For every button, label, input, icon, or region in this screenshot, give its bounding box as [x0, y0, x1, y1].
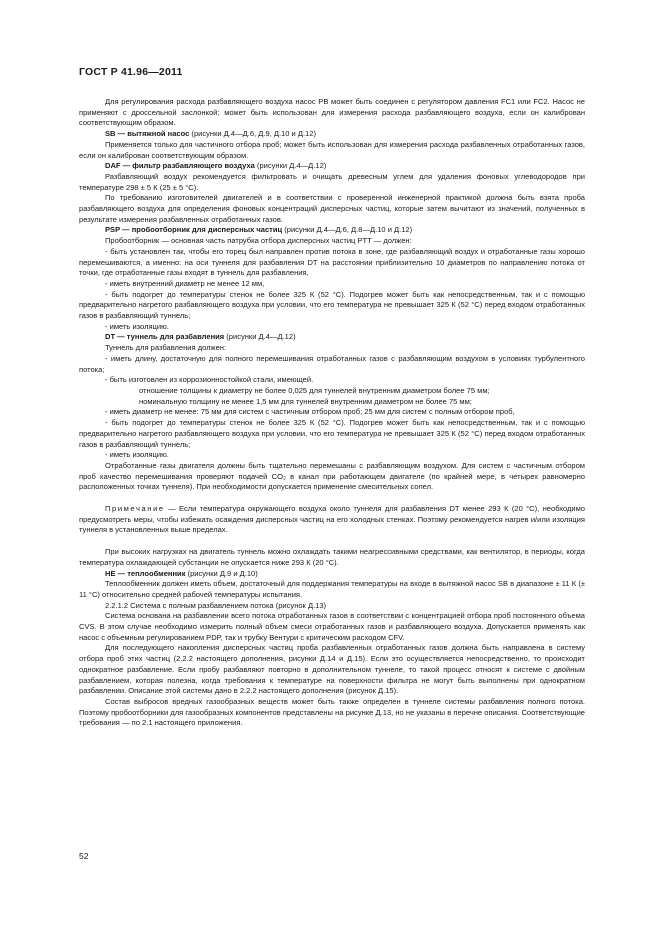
paragraph [79, 225, 585, 236]
paragraph [79, 343, 585, 354]
paragraph-text: (рисунки Д.4—Д.6, Д.8—Д.10 и Д.12) [282, 225, 413, 235]
paragraph [79, 386, 585, 397]
paragraph [79, 279, 585, 290]
paragraph-heading: DAF — фильтр разбавляющего воздуха [105, 161, 255, 171]
paragraph-text: При высоких нагрузках на двигатель туннель можно охлаждать такими неагрессивными средствами, как вентилятор, в периоды, когда температура охлаждающей субстанции не опускается ниже 293 К (20 °С). [79, 547, 585, 567]
paragraph-text: номинальную толщину не менее 1,5 мм для туннелей внутренним диаметром не более 75 мм; [139, 396, 472, 406]
paragraph-heading: PSP — пробоотборник для дисперсных частиц [105, 225, 283, 235]
paragraph-text: отношение толщины к диаметру не более 0,025 для туннелей внутренним диаметром более 75 мм; [139, 385, 490, 395]
paragraph [79, 236, 585, 247]
paragraph [79, 601, 585, 612]
paragraph-text: Для последующего накопления дисперсных частиц проба разбавленных отработанных газов должна быть направлена в систему отбора проб этих частиц (2.2.2 настоящего дополнения, рисунки Д.14 и Д.15). Если это осуществляется непосредственно, то происходит однократное разбавление. Если пробу разбавляют повторно в дополнительном туннеле, то такой процесс относят к системе с двойным разбавлением, которая полезна, когда требования к температуре на поверхности фильтра не могут быть выполнены при однократном разбавлении. Описание этой системы дано в 2.2.2 настоящего дополнения (рисунок Д.15). [79, 643, 585, 696]
paragraph-text: (рисунки Д.4—Д.12) [254, 161, 327, 171]
paragraph-text: - быть подогрет до температуры стенок не более 325 К (52 °С). Подогрев может быть как непосредственным, так и с помощью предварительно нагретого разбавляющего воздуха при условии, что его температура не превышает 325 К (52 °С) перед входом отработанных газов в разбавляющий туннель; [79, 289, 585, 321]
paragraph [79, 354, 585, 375]
paragraph-text: Теплообменник должен иметь объем, достаточный для поддержания температуры на входе в вытяжной насос SB в диапазоне ± 11 К (± 11 °С) относительно средней рабочей температуры испытания. [79, 579, 585, 599]
paragraph-text: Отработанные газы двигателя должны быть тщательно перемешаны с разбавляющим воздухом. Для систем с частичным отбором проб качество перемешивания проверяют подачей CO₂ в канал при работающем двигателе (по крайней мере, в четырех равномерно расположенных точках туннеля). При необходимости допускается применение смесительных сопел. [79, 460, 585, 492]
paragraph-text: - иметь изоляцию. [105, 321, 169, 331]
paragraph [79, 375, 585, 386]
paragraph-text: Туннель для разбавления должен: [105, 343, 227, 353]
paragraph [79, 579, 585, 600]
paragraph-text: - иметь длину, достаточную для полного перемешивания отработанных газов с разбавляющим воздухом в условиях турбулентного потока; [79, 353, 585, 374]
paragraph [79, 97, 585, 129]
paragraph [79, 450, 585, 461]
paragraph [79, 129, 585, 140]
paragraph-text: 2.2.1.2 Система с полным разбавлением потока (рисунок Д.13) [105, 600, 327, 610]
paragraph [79, 461, 585, 493]
paragraph [79, 407, 585, 418]
paragraph [79, 418, 585, 450]
note-label: Примечание [105, 504, 165, 514]
paragraph [79, 547, 585, 568]
paragraph [79, 193, 585, 225]
paragraph [79, 697, 585, 729]
paragraph-text: Для регулирования расхода разбавляющего воздуха насос PB может быть соединен с регулятором давления FC1 или FC2. Насос не применяют с дроссельной заслонкой; может быть использован для измерения расхода разбавляющего воздуха, если он калиброван соответствующим образом. [79, 97, 585, 128]
paragraph-text: (рисунки Д.9 и Д.10) [185, 568, 258, 578]
paragraph [79, 611, 585, 643]
paragraph-heading: SB — вытяжной насос [105, 129, 190, 139]
paragraph-text: - иметь изоляцию. [105, 450, 169, 460]
paragraph-text: - быть изготовлен из коррозионностойкой стали, имеющей. [105, 375, 314, 385]
paragraph-text: Пробоотборник — основная часть патрубка отбора дисперсных частиц PTT — должен: [105, 236, 412, 246]
paragraph [79, 247, 585, 279]
paragraph [79, 504, 585, 536]
paragraph [79, 161, 585, 172]
paragraph-text: - иметь диаметр не менее: 75 мм для систем с частичным отбором проб; 25 мм для систем с полным отбором проб, [105, 407, 515, 417]
paragraph-text: Применяется только для частичного отбора проб; может быть использован для измерения расхода разбавленных отработанных газов, если он калиброван соответствующим образом. [79, 139, 585, 160]
paragraph-text: — Если температура окружающего воздуха около туннеля для разбавления DT менее 293 К (20 °С), необходимо предусмотреть меры, чтобы избежать осаждения дисперсных частиц на его холодных стенках. Поэтому рекомендуется нагрев и/или изоляция туннеля в установленных выше пределах. [79, 504, 585, 535]
paragraph-text: Система основана на разбавлении всего потока отработанных газов в соответствии с концентрацией отбора проб постоянного объема CVS. В этом случае необходимо измерить полный объем смеси отработанных газов и разбавляющего воздуха. Допускается применять как насос с объемным регулированием PDP, так и трубку Вентури с критическим расходом CFV. [79, 611, 585, 642]
paragraph [79, 322, 585, 333]
paragraph-text: Состав выбросов вредных газообразных веществ может быть также определен в туннеле системы разбавления полного потока. Поэтому пробоотборники для газообразных компонентов представлены на рисунке Д.13, но не указаны в перечне описания. Соответствующие требования — по 2.1 настоящего приложения. [79, 696, 585, 728]
paragraph [79, 643, 585, 697]
paragraph-text: (рисунки Д.4—Д.12) [224, 332, 296, 342]
paragraph [79, 172, 585, 193]
paragraph-text: - быть подогрет до температуры стенок не более 325 К (52 °С). Подогрев может быть как непосредственным, так и с помощью предварительно нагретого разбавляющего воздуха при условии, что его температура не превышает 325 К (52 °С) перед входом отработанных газов в разбавляющий туннель; [79, 418, 585, 449]
page-header-title: ГОСТ Р 41.96—2011 [79, 66, 183, 78]
paragraph [79, 332, 585, 343]
paragraph [79, 290, 585, 322]
paragraph-heading: DT — туннель для разбавления [105, 332, 225, 342]
paragraph [79, 140, 585, 161]
paragraph [79, 569, 585, 580]
paragraph-text: - иметь внутренний диаметр не менее 12 мм, [105, 278, 265, 288]
paragraph-text: Разбавляющий воздух рекомендуется фильтровать и очищать древесным углем для удаления фоновых углеводородов при температуре 298 ± 5 К (25 ± 5 °С). [79, 171, 585, 192]
paragraph-heading: HE — теплообменник [105, 568, 186, 578]
paragraph-text: - быть установлен так, чтобы его торец был направлен против потока в зоне, где разбавляющий воздух и отработанные газы хорошо перемешиваются, а именно: на оси туннеля для разбавления DT на расстоянии приблизительно 10 диаметров по направлению потока от точки, где отработанные газы входят в туннель для разбавления, [79, 246, 585, 278]
paragraph-text: (рисунки Д.4—Д.6, Д.9, Д.10 и Д.12) [189, 129, 316, 139]
paragraph-text: По требованию изготовителей двигателей и в соответствии с проверенной инженерной практикой должна быть взята проба разбавляющего воздуха для определения фоновых концентраций дисперсных частиц, которые затем вычитают из значений, полученных в результате измерения разбавленных отработанных газов. [79, 193, 585, 224]
page-number: 52 [79, 851, 89, 861]
document-body [79, 97, 585, 729]
paragraph [79, 397, 585, 408]
